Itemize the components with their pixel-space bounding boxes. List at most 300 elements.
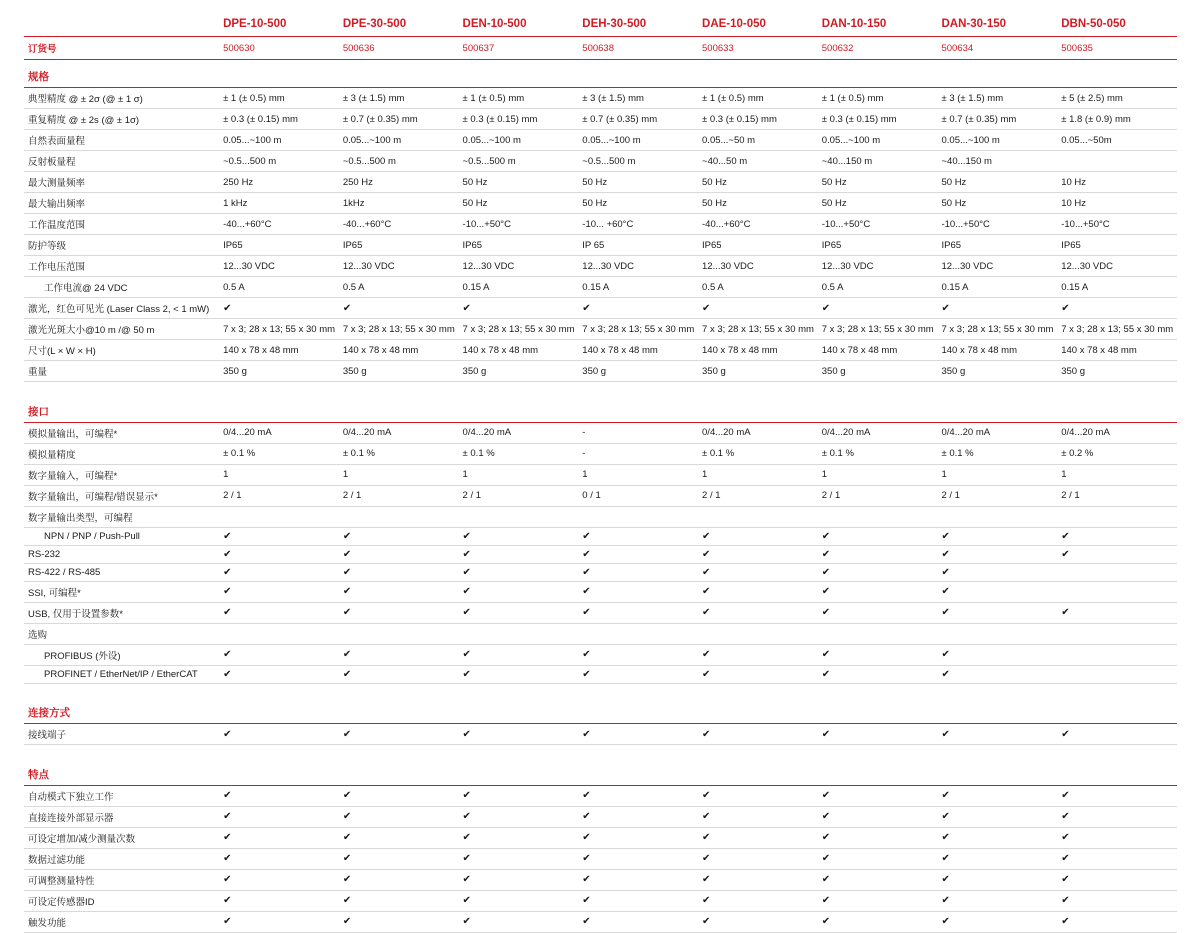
check-icon: ✔ bbox=[1061, 607, 1070, 618]
column-header-3: DEN-10-500 bbox=[459, 16, 579, 37]
order-number-value-1: 500630 bbox=[219, 37, 339, 60]
row-value-1 bbox=[219, 506, 339, 527]
check-icon: ✔ bbox=[821, 649, 831, 660]
row-value-8: ± 5 (± 2.5) mm bbox=[1057, 88, 1177, 109]
row-value-8 bbox=[1057, 151, 1177, 172]
row-value-3: 7 x 3; 28 x 13; 55 x 30 mm bbox=[459, 319, 579, 340]
row-label: 模拟量精度 bbox=[24, 443, 219, 464]
check-icon: ✔ bbox=[462, 302, 471, 314]
check-icon: ✔ bbox=[941, 548, 950, 560]
row-value-5 bbox=[698, 806, 818, 827]
row-value-4 bbox=[578, 602, 698, 623]
row-value-2 bbox=[339, 911, 459, 932]
table-row bbox=[24, 527, 1177, 545]
section-title: 特点 bbox=[24, 758, 1177, 786]
row-value-3 bbox=[459, 911, 579, 932]
row-value-7 bbox=[937, 848, 1057, 869]
check-icon: ✔ bbox=[941, 853, 950, 864]
row-label: 工作电流@ 24 VDC bbox=[24, 277, 219, 298]
row-value-2: 0/4...20 mA bbox=[339, 422, 459, 443]
row-value-4 bbox=[578, 298, 698, 319]
row-label: 工作电压范围 bbox=[24, 256, 219, 277]
row-value-7 bbox=[937, 602, 1057, 623]
check-icon: ✔ bbox=[702, 566, 711, 578]
row-value-6: 0.5 A bbox=[818, 277, 938, 298]
row-value-1: ± 0.1 % bbox=[219, 443, 339, 464]
row-value-6: 12...30 VDC bbox=[818, 256, 938, 277]
row-value-1: 7 x 3; 28 x 13; 55 x 30 mm bbox=[219, 319, 339, 340]
table-row bbox=[24, 563, 1177, 581]
row-label: PROFINET / EtherNet/IP / EtherCAT bbox=[24, 665, 219, 683]
row-value-8: 0.05...~50m bbox=[1057, 130, 1177, 151]
row-value-3: 50 Hz bbox=[459, 193, 579, 214]
row-label: 重复精度 @ ± 2s (@ ± 1σ) bbox=[24, 109, 219, 130]
row-value-1: 0.05...~100 m bbox=[219, 130, 339, 151]
row-value-6: 350 g bbox=[818, 361, 938, 382]
row-value-1 bbox=[219, 563, 339, 581]
row-value-7: 140 x 78 x 48 mm bbox=[937, 340, 1057, 361]
row-label: 数据过滤功能 bbox=[24, 848, 219, 869]
check-icon: ✔ bbox=[1061, 853, 1070, 864]
row-value-3: 0.15 A bbox=[459, 277, 579, 298]
row-value-5: ± 0.1 % bbox=[698, 443, 818, 464]
row-value-3 bbox=[459, 785, 579, 806]
check-icon: ✔ bbox=[462, 668, 471, 680]
check-icon: ✔ bbox=[582, 916, 591, 927]
row-value-2: IP65 bbox=[339, 235, 459, 256]
row-value-8 bbox=[1057, 890, 1177, 911]
row-value-7: 0/4...20 mA bbox=[937, 422, 1057, 443]
row-label: 可调整测量特性 bbox=[24, 869, 219, 890]
table-row bbox=[24, 109, 1177, 130]
row-value-8: 10 Hz bbox=[1057, 193, 1177, 214]
row-value-2: 1 bbox=[339, 464, 459, 485]
table-row bbox=[24, 869, 1177, 890]
row-value-2 bbox=[339, 563, 459, 581]
check-icon: ✔ bbox=[223, 728, 232, 740]
row-value-5 bbox=[698, 298, 818, 319]
spacer-cell bbox=[24, 745, 1177, 758]
row-value-6: 50 Hz bbox=[818, 193, 938, 214]
check-icon: ✔ bbox=[223, 548, 232, 560]
check-icon: ✔ bbox=[702, 548, 711, 560]
row-value-5 bbox=[698, 869, 818, 890]
row-value-1 bbox=[219, 644, 339, 665]
check-icon: ✔ bbox=[941, 566, 950, 578]
row-value-7: ± 0.7 (± 0.35) mm bbox=[937, 109, 1057, 130]
check-icon: ✔ bbox=[941, 832, 950, 843]
row-value-1: ± 0.3 (± 0.15) mm bbox=[219, 109, 339, 130]
row-label: 数字量输出类型，可编程 bbox=[24, 506, 219, 527]
row-value-1: 350 g bbox=[219, 361, 339, 382]
table-row bbox=[24, 151, 1177, 172]
check-icon: ✔ bbox=[941, 916, 950, 927]
row-value-3 bbox=[459, 724, 579, 745]
row-label: 自然表面量程 bbox=[24, 130, 219, 151]
check-icon: ✔ bbox=[821, 916, 831, 927]
row-label: 最大测量频率 bbox=[24, 172, 219, 193]
row-value-6 bbox=[818, 602, 938, 623]
check-icon: ✔ bbox=[462, 586, 471, 597]
check-icon: ✔ bbox=[582, 548, 591, 560]
row-value-6: 140 x 78 x 48 mm bbox=[818, 340, 938, 361]
check-icon: ✔ bbox=[702, 811, 711, 822]
row-value-6 bbox=[818, 623, 938, 644]
row-value-7: 2 / 1 bbox=[937, 485, 1057, 506]
check-icon: ✔ bbox=[702, 728, 711, 740]
row-value-4: IP 65 bbox=[578, 235, 698, 256]
row-value-1: ~0.5...500 m bbox=[219, 151, 339, 172]
check-icon: ✔ bbox=[582, 607, 591, 618]
check-icon: ✔ bbox=[941, 607, 950, 618]
row-value-4: 0 / 1 bbox=[578, 485, 698, 506]
row-value-3: 0/4...20 mA bbox=[459, 422, 579, 443]
row-value-6 bbox=[818, 827, 938, 848]
row-value-3 bbox=[459, 545, 579, 563]
table-row bbox=[24, 172, 1177, 193]
table-row bbox=[24, 340, 1177, 361]
row-value-4 bbox=[578, 623, 698, 644]
row-value-3: 1 bbox=[459, 464, 579, 485]
table-row bbox=[24, 319, 1177, 340]
row-value-1 bbox=[219, 869, 339, 890]
row-value-2 bbox=[339, 848, 459, 869]
check-icon: ✔ bbox=[342, 790, 352, 801]
row-label: SSI, 可编程* bbox=[24, 581, 219, 602]
row-value-5: -40...+60°C bbox=[698, 214, 818, 235]
check-icon: ✔ bbox=[342, 728, 352, 740]
row-value-7 bbox=[937, 527, 1057, 545]
row-value-2: 2 / 1 bbox=[339, 485, 459, 506]
check-icon: ✔ bbox=[941, 302, 950, 314]
row-value-4: 7 x 3; 28 x 13; 55 x 30 mm bbox=[578, 319, 698, 340]
row-value-6: ~40...150 m bbox=[818, 151, 938, 172]
check-icon: ✔ bbox=[941, 874, 950, 885]
row-value-1: 0.5 A bbox=[219, 277, 339, 298]
row-label: 模拟量输出，可编程* bbox=[24, 422, 219, 443]
row-value-8 bbox=[1057, 724, 1177, 745]
row-value-5 bbox=[698, 581, 818, 602]
row-value-5: 2 / 1 bbox=[698, 485, 818, 506]
row-value-4 bbox=[578, 581, 698, 602]
row-value-5 bbox=[698, 545, 818, 563]
table-row bbox=[24, 256, 1177, 277]
row-value-4 bbox=[578, 644, 698, 665]
table-row bbox=[24, 88, 1177, 109]
row-value-7: 350 g bbox=[937, 361, 1057, 382]
check-icon: ✔ bbox=[702, 607, 711, 618]
check-icon: ✔ bbox=[582, 728, 591, 740]
row-value-7 bbox=[937, 724, 1057, 745]
check-icon: ✔ bbox=[223, 916, 232, 927]
check-icon: ✔ bbox=[223, 832, 232, 843]
row-value-4 bbox=[578, 506, 698, 527]
order-number-value-3: 500637 bbox=[459, 37, 579, 60]
check-icon: ✔ bbox=[582, 649, 591, 660]
table-row bbox=[24, 545, 1177, 563]
check-icon: ✔ bbox=[462, 853, 471, 864]
row-value-8: 0.15 A bbox=[1057, 277, 1177, 298]
row-value-3: ± 0.3 (± 0.15) mm bbox=[459, 109, 579, 130]
check-icon: ✔ bbox=[462, 811, 471, 822]
check-icon: ✔ bbox=[821, 832, 831, 843]
row-value-7: 50 Hz bbox=[937, 193, 1057, 214]
row-value-2 bbox=[339, 545, 459, 563]
column-header-1: DPE-10-500 bbox=[219, 16, 339, 37]
table-row bbox=[24, 623, 1177, 644]
row-value-7 bbox=[937, 785, 1057, 806]
row-value-8 bbox=[1057, 623, 1177, 644]
order-number-value-2: 500636 bbox=[339, 37, 459, 60]
row-value-3: 50 Hz bbox=[459, 172, 579, 193]
row-value-4 bbox=[578, 827, 698, 848]
order-number-value-6: 500632 bbox=[818, 37, 938, 60]
check-icon: ✔ bbox=[702, 895, 711, 906]
check-icon: ✔ bbox=[582, 874, 591, 885]
check-icon: ✔ bbox=[821, 530, 831, 542]
row-label: 重量 bbox=[24, 361, 219, 382]
check-icon: ✔ bbox=[462, 832, 471, 843]
row-value-8 bbox=[1057, 785, 1177, 806]
table-row bbox=[24, 602, 1177, 623]
row-value-2: 0.05...~100 m bbox=[339, 130, 459, 151]
row-value-3: 0.05...~100 m bbox=[459, 130, 579, 151]
row-value-6 bbox=[818, 527, 938, 545]
row-value-7: ~40...150 m bbox=[937, 151, 1057, 172]
row-value-3 bbox=[459, 623, 579, 644]
row-value-8 bbox=[1057, 869, 1177, 890]
table-row bbox=[24, 235, 1177, 256]
row-value-7 bbox=[937, 506, 1057, 527]
row-value-4: 1 bbox=[578, 464, 698, 485]
row-label: 典型精度 @ ± 2σ (@ ± 1 σ) bbox=[24, 88, 219, 109]
table-header-row bbox=[24, 16, 1177, 37]
check-icon: ✔ bbox=[941, 790, 950, 801]
row-label: NPN / PNP / Push-Pull bbox=[24, 527, 219, 545]
row-value-4: ± 3 (± 1.5) mm bbox=[578, 88, 698, 109]
row-label: 数字量输入，可编程* bbox=[24, 464, 219, 485]
check-icon: ✔ bbox=[342, 548, 352, 560]
check-icon: ✔ bbox=[223, 607, 232, 618]
row-value-2: ± 3 (± 1.5) mm bbox=[339, 88, 459, 109]
check-icon: ✔ bbox=[342, 832, 352, 843]
order-number-row bbox=[24, 37, 1177, 60]
check-icon: ✔ bbox=[821, 853, 831, 864]
row-value-4 bbox=[578, 665, 698, 683]
check-icon: ✔ bbox=[342, 566, 352, 578]
row-value-8: 350 g bbox=[1057, 361, 1177, 382]
row-label: 防护等级 bbox=[24, 235, 219, 256]
check-icon: ✔ bbox=[702, 853, 711, 864]
row-value-1 bbox=[219, 665, 339, 683]
row-value-7 bbox=[937, 545, 1057, 563]
check-icon: ✔ bbox=[941, 586, 950, 597]
row-value-3: 140 x 78 x 48 mm bbox=[459, 340, 579, 361]
row-value-5 bbox=[698, 527, 818, 545]
row-value-6 bbox=[818, 644, 938, 665]
check-icon: ✔ bbox=[223, 811, 232, 822]
check-icon: ✔ bbox=[821, 607, 831, 618]
row-label: USB, 仅用于设置参数* bbox=[24, 602, 219, 623]
row-value-1 bbox=[219, 911, 339, 932]
row-value-2 bbox=[339, 602, 459, 623]
row-value-2 bbox=[339, 724, 459, 745]
section-spacer bbox=[24, 683, 1177, 696]
check-icon: ✔ bbox=[702, 586, 711, 597]
row-value-1 bbox=[219, 827, 339, 848]
row-label: 反射板量程 bbox=[24, 151, 219, 172]
row-value-7: -10...+50°C bbox=[937, 214, 1057, 235]
row-value-2: 250 Hz bbox=[339, 172, 459, 193]
row-value-1: ± 1 (± 0.5) mm bbox=[219, 88, 339, 109]
row-label: 接线端子 bbox=[24, 724, 219, 745]
row-value-4: -10... +60°C bbox=[578, 214, 698, 235]
row-value-1 bbox=[219, 724, 339, 745]
row-value-3 bbox=[459, 869, 579, 890]
row-value-2 bbox=[339, 623, 459, 644]
table-row bbox=[24, 724, 1177, 745]
check-icon: ✔ bbox=[223, 586, 232, 597]
section-header-row bbox=[24, 758, 1177, 786]
row-value-7: 0.15 A bbox=[937, 277, 1057, 298]
row-value-5: 0.05...~50 m bbox=[698, 130, 818, 151]
row-value-5 bbox=[698, 644, 818, 665]
row-value-8 bbox=[1057, 527, 1177, 545]
row-value-2: ± 0.7 (± 0.35) mm bbox=[339, 109, 459, 130]
table-row bbox=[24, 890, 1177, 911]
row-value-6: IP65 bbox=[818, 235, 938, 256]
check-icon: ✔ bbox=[582, 790, 591, 801]
check-icon: ✔ bbox=[941, 811, 950, 822]
row-value-6: 7 x 3; 28 x 13; 55 x 30 mm bbox=[818, 319, 938, 340]
row-label: 激光光斑大小@10 m /@ 50 m bbox=[24, 319, 219, 340]
row-value-6 bbox=[818, 890, 938, 911]
row-value-1 bbox=[219, 806, 339, 827]
row-value-5 bbox=[698, 563, 818, 581]
row-value-8 bbox=[1057, 806, 1177, 827]
row-label: 尺寸(L × W × H) bbox=[24, 340, 219, 361]
row-value-1: -40...+60°C bbox=[219, 214, 339, 235]
row-label: 选购 bbox=[24, 623, 219, 644]
check-icon: ✔ bbox=[342, 811, 352, 822]
row-value-7 bbox=[937, 665, 1057, 683]
check-icon: ✔ bbox=[821, 811, 831, 822]
check-icon: ✔ bbox=[582, 566, 591, 578]
check-icon: ✔ bbox=[941, 895, 950, 906]
row-value-7: 0.05...~100 m bbox=[937, 130, 1057, 151]
row-value-8: 2 / 1 bbox=[1057, 485, 1177, 506]
row-value-8 bbox=[1057, 665, 1177, 683]
row-label: RS-422 / RS-485 bbox=[24, 563, 219, 581]
column-header-4: DEH-30-500 bbox=[578, 16, 698, 37]
row-value-5: ± 0.3 (± 0.15) mm bbox=[698, 109, 818, 130]
row-value-5: 140 x 78 x 48 mm bbox=[698, 340, 818, 361]
table-row bbox=[24, 130, 1177, 151]
row-value-8: IP65 bbox=[1057, 235, 1177, 256]
row-value-3 bbox=[459, 848, 579, 869]
table-row bbox=[24, 911, 1177, 932]
row-value-8 bbox=[1057, 602, 1177, 623]
row-value-2 bbox=[339, 665, 459, 683]
row-value-8 bbox=[1057, 298, 1177, 319]
table-row bbox=[24, 506, 1177, 527]
column-header-5: DAE-10-050 bbox=[698, 16, 818, 37]
row-value-4: 12...30 VDC bbox=[578, 256, 698, 277]
row-value-5: ± 1 (± 0.5) mm bbox=[698, 88, 818, 109]
check-icon: ✔ bbox=[462, 790, 471, 801]
row-value-3: ± 1 (± 0.5) mm bbox=[459, 88, 579, 109]
row-value-7: IP65 bbox=[937, 235, 1057, 256]
section-spacer bbox=[24, 382, 1177, 395]
row-value-4: 0.05...~100 m bbox=[578, 130, 698, 151]
check-icon: ✔ bbox=[223, 790, 232, 801]
row-value-3 bbox=[459, 563, 579, 581]
check-icon: ✔ bbox=[462, 649, 471, 660]
check-icon: ✔ bbox=[582, 530, 591, 542]
row-value-4: 0.15 A bbox=[578, 277, 698, 298]
check-icon: ✔ bbox=[462, 530, 471, 542]
row-value-6: 1 bbox=[818, 464, 938, 485]
table-row bbox=[24, 464, 1177, 485]
row-value-6 bbox=[818, 911, 938, 932]
row-value-6 bbox=[818, 581, 938, 602]
table-row bbox=[24, 422, 1177, 443]
check-icon: ✔ bbox=[223, 668, 232, 680]
check-icon: ✔ bbox=[582, 811, 591, 822]
row-value-7: 7 x 3; 28 x 13; 55 x 30 mm bbox=[937, 319, 1057, 340]
check-icon: ✔ bbox=[342, 874, 352, 885]
row-value-1 bbox=[219, 785, 339, 806]
row-value-2 bbox=[339, 806, 459, 827]
row-value-2: 1kHz bbox=[339, 193, 459, 214]
row-value-3: -10...+50°C bbox=[459, 214, 579, 235]
row-value-6 bbox=[818, 665, 938, 683]
row-value-6: -10...+50°C bbox=[818, 214, 938, 235]
row-value-5 bbox=[698, 785, 818, 806]
row-label: 最大输出频率 bbox=[24, 193, 219, 214]
row-value-5: 0.5 A bbox=[698, 277, 818, 298]
row-value-7 bbox=[937, 623, 1057, 644]
row-value-5 bbox=[698, 827, 818, 848]
check-icon: ✔ bbox=[582, 302, 591, 314]
row-value-1 bbox=[219, 527, 339, 545]
row-value-7: ± 3 (± 1.5) mm bbox=[937, 88, 1057, 109]
check-icon: ✔ bbox=[1061, 790, 1070, 801]
row-value-1: 2 / 1 bbox=[219, 485, 339, 506]
row-value-3 bbox=[459, 827, 579, 848]
row-value-8: 10 Hz bbox=[1057, 172, 1177, 193]
check-icon: ✔ bbox=[342, 853, 352, 864]
row-value-7 bbox=[937, 298, 1057, 319]
check-icon: ✔ bbox=[821, 548, 831, 560]
check-icon: ✔ bbox=[702, 874, 711, 885]
row-value-8 bbox=[1057, 848, 1177, 869]
row-value-4: 350 g bbox=[578, 361, 698, 382]
row-value-7 bbox=[937, 806, 1057, 827]
row-value-5: 50 Hz bbox=[698, 193, 818, 214]
check-icon: ✔ bbox=[1061, 874, 1070, 885]
row-value-5 bbox=[698, 724, 818, 745]
section-spacer bbox=[24, 745, 1177, 758]
row-value-1 bbox=[219, 890, 339, 911]
row-value-1: 1 kHz bbox=[219, 193, 339, 214]
row-value-1: 12...30 VDC bbox=[219, 256, 339, 277]
row-value-6 bbox=[818, 806, 938, 827]
check-icon: ✔ bbox=[342, 586, 352, 597]
row-value-1: 1 bbox=[219, 464, 339, 485]
check-icon: ✔ bbox=[223, 895, 232, 906]
row-value-4 bbox=[578, 806, 698, 827]
